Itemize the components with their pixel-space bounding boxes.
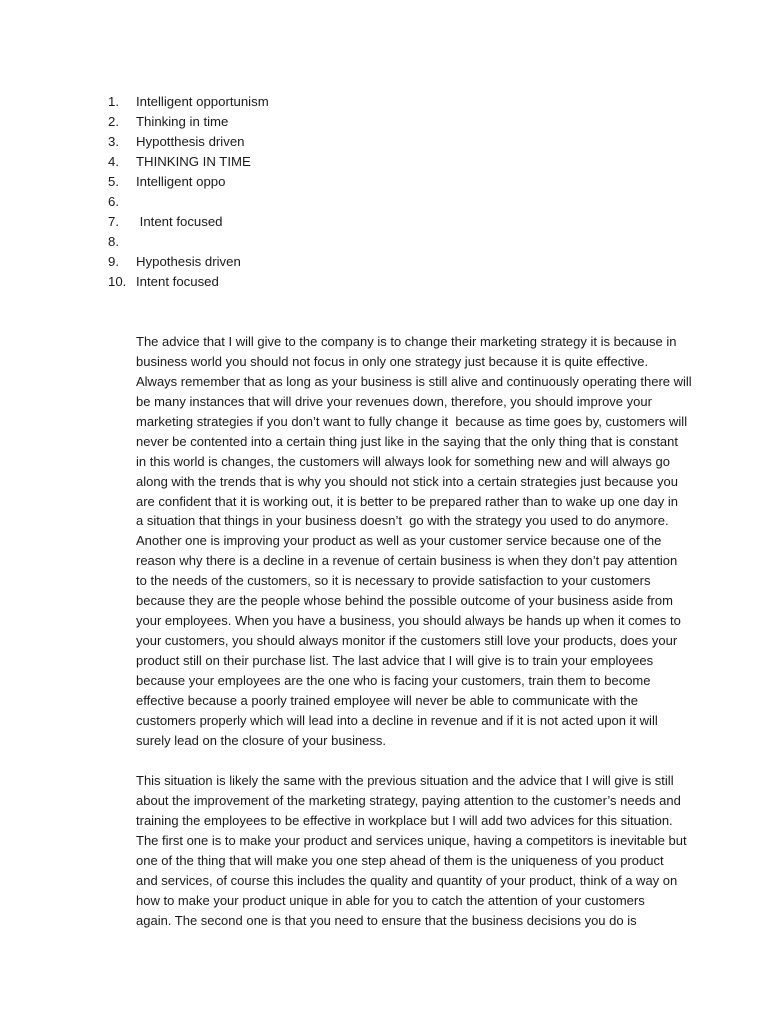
- list-number: 9.: [108, 254, 119, 269]
- paragraph-line: because your employees are the one who is facing your customers, train them to become: [136, 672, 651, 688]
- paragraph-line: business world you should not focus in only one strategy just because it is quite effective.: [136, 353, 649, 369]
- paragraph-line: and services, of course this includes the quality and quantity of your product, think of a way on: [136, 872, 678, 888]
- list-text: Intelligent oppo: [136, 174, 226, 189]
- advice-paragraph: [136, 332, 692, 751]
- paragraph-line: effective because a poorly trained employee will never be able to communicate with the: [136, 692, 638, 708]
- paragraph-line: The first one is to make your product and services unique, having a competitors is inevitable but: [136, 832, 687, 848]
- situation-paragraph: [136, 771, 687, 931]
- paragraph-line: again. The second one is that you need to ensure that the business decisions you do is: [136, 912, 637, 928]
- paragraph-line: product still on their purchase list. The last advice that I will give is to train your employees: [136, 653, 654, 668]
- list-number: 5.: [108, 174, 119, 189]
- list-item: [108, 132, 269, 152]
- paragraph-line: a situation that things in your business doesn’t go with the strategy you used to do anymore.: [136, 513, 669, 529]
- list-item: [108, 172, 269, 192]
- list-number: 3.: [108, 134, 119, 149]
- paragraph-line: in this world is changes, the customers will always look for something new and will always go: [136, 453, 670, 469]
- paragraph-line: This situation is likely the same with the previous situation and the advice that I will give is still: [136, 773, 674, 788]
- list-text: Hypothesis driven: [136, 254, 241, 269]
- paragraph-line: are confident that it is working out, it is better to be prepared rather than to wake up one day in: [136, 493, 678, 509]
- paragraph-line: The advice that I will give to the company is to change their marketing strategy it is because in: [136, 334, 677, 349]
- paragraph-line: to the needs of the customers, so it is necessary to provide satisfaction to your customers: [136, 573, 651, 589]
- paragraph-line: reason why there is a decline in a revenue of certain business is when they don’t pay attention: [136, 553, 678, 569]
- list-text: Intent focused: [136, 214, 223, 229]
- paragraph-line: training the employees to be effective in workplace but I will add two advices for this situation.: [136, 812, 673, 828]
- numbered-list: [108, 92, 269, 292]
- list-item: [108, 212, 269, 232]
- paragraph-line: marketing strategies if you don’t want to fully change it because as time goes by, customers will: [136, 413, 688, 429]
- list-number: 4.: [108, 154, 119, 169]
- paragraph-line: how to make your product unique in able for you to catch the attention of your customers: [136, 892, 645, 908]
- list-item: [108, 232, 269, 252]
- list-number: 10.: [108, 274, 127, 289]
- paragraph-line: along with the trends that is why you should not stick into a certain strategies just because you: [136, 473, 678, 489]
- paragraph-line: Always remember that as long as your business is still alive and continuously operating there will: [136, 373, 692, 389]
- list-text: Thinking in time: [136, 114, 229, 129]
- list-number: 6.: [108, 194, 119, 209]
- paragraph-line: surely lead on the closure of your business.: [136, 732, 387, 748]
- paragraph-line: because they are the people whose behind the possible outcome of your business aside from: [136, 593, 673, 609]
- list-item: [108, 252, 269, 272]
- paragraph-line: your employees. When you have a business, you should always be hands up when it comes to: [136, 613, 681, 629]
- list-item: [108, 272, 269, 292]
- list-item: [108, 152, 269, 172]
- list-item: [108, 192, 269, 212]
- paragraph-line: your customers, you should always monitor if the customers still love your products, does your: [136, 633, 678, 649]
- list-text: THINKING IN TIME: [136, 154, 251, 169]
- paragraph-line: never be contented into a certain thing just like in the saying that the only thing that is constant: [136, 433, 679, 449]
- paragraph-line: one of the thing that will make you one step ahead of them is the uniqueness of you product: [136, 852, 664, 868]
- paragraph-line: Another one is improving your product as well as your customer service because one of the: [136, 533, 662, 549]
- list-number: 2.: [108, 114, 119, 129]
- list-item: [108, 112, 269, 132]
- list-text: Intelligent opportunism: [136, 94, 269, 109]
- paragraph-line: customers properly which will lead into a decline in revenue and if it is not acted upon it will: [136, 712, 658, 728]
- list-text: Hypotthesis driven: [136, 134, 245, 149]
- list-number: 7.: [108, 214, 119, 229]
- list-text: Intent focused: [136, 274, 219, 289]
- paragraph-line: about the improvement of the marketing strategy, paying attention to the customer’s needs and: [136, 792, 681, 808]
- list-item: [108, 92, 269, 112]
- paragraph-line: be many instances that will drive your revenues down, therefore, you should improve your: [136, 393, 652, 409]
- list-number: 8.: [108, 234, 119, 249]
- list-number: 1.: [108, 94, 119, 109]
